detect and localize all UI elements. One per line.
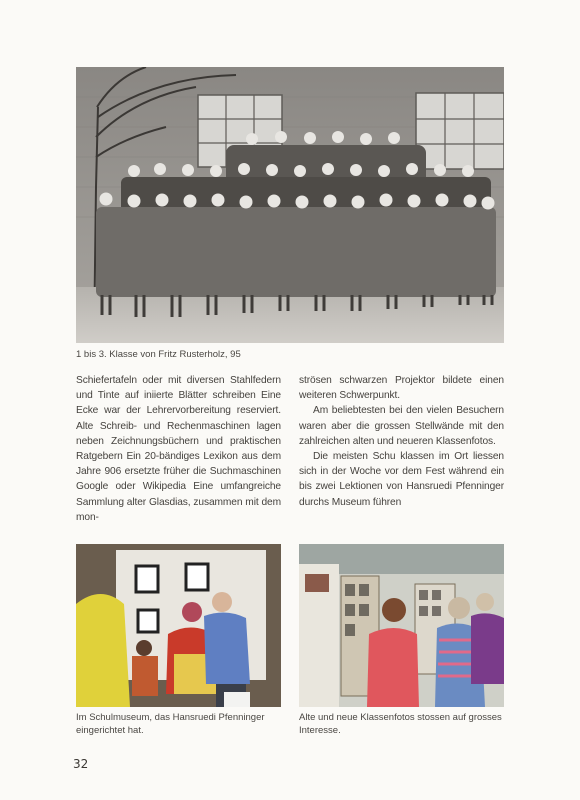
left-paragraph: Schiefertafeln oder mit diversen Stahlfedern und Tinte auf iniierte Blätter schreiben Eine Ecke war der Lehrervorbereitung reserviert. Alte Schreib- und Rechenmaschinen lagen neben Zeichnungsbüchern und praktischen Ratgebern Ein 20-bändiges Lexikon aus dem Jahre 906 ersetzte früher die Suchmaschinen Google oder Wikipedia Eine umfangreiche Sammlung alter Glasdias, zusammen mit dem mon- [76,375,281,523]
class-photo-caption: 1 bis 3. Klasse von Fritz Rusterholz, 95 [76,349,241,360]
visitors-photo [299,544,504,707]
right-paragraph-2: Am beliebtesten bei den vielen Besuchern waren aber die grossen Stellwände mit den zahlreichen alten und neueren Klassenfotos. [299,405,504,447]
right-paragraph-3: Die meisten Schu klassen im Ort liessen sich in der Woche vor dem Fest während ein bis zwei Lektionen von Hansruedi Pfenninger durchs Museum führen [299,451,504,508]
right-paragraph-1: strösen schwarzen Projektor bildete einen weiteren Schwerpunkt. [299,375,504,402]
left-text-column [76,373,281,525]
class-photo [76,67,504,343]
page-number: 32 [73,757,89,771]
museum-photo-caption: Im Schulmuseum, das Hansruedi Pfenninger eingerichtet hat. [76,712,265,736]
museum-photo-image [76,544,281,707]
right-text-column [299,373,504,510]
museum-photo [76,544,281,707]
visitors-photo-caption: Alte und neue Klassenfotos stossen auf grosses Interesse. [299,712,502,736]
visitors-photo-image [299,544,504,707]
class-photo-image [76,67,504,343]
